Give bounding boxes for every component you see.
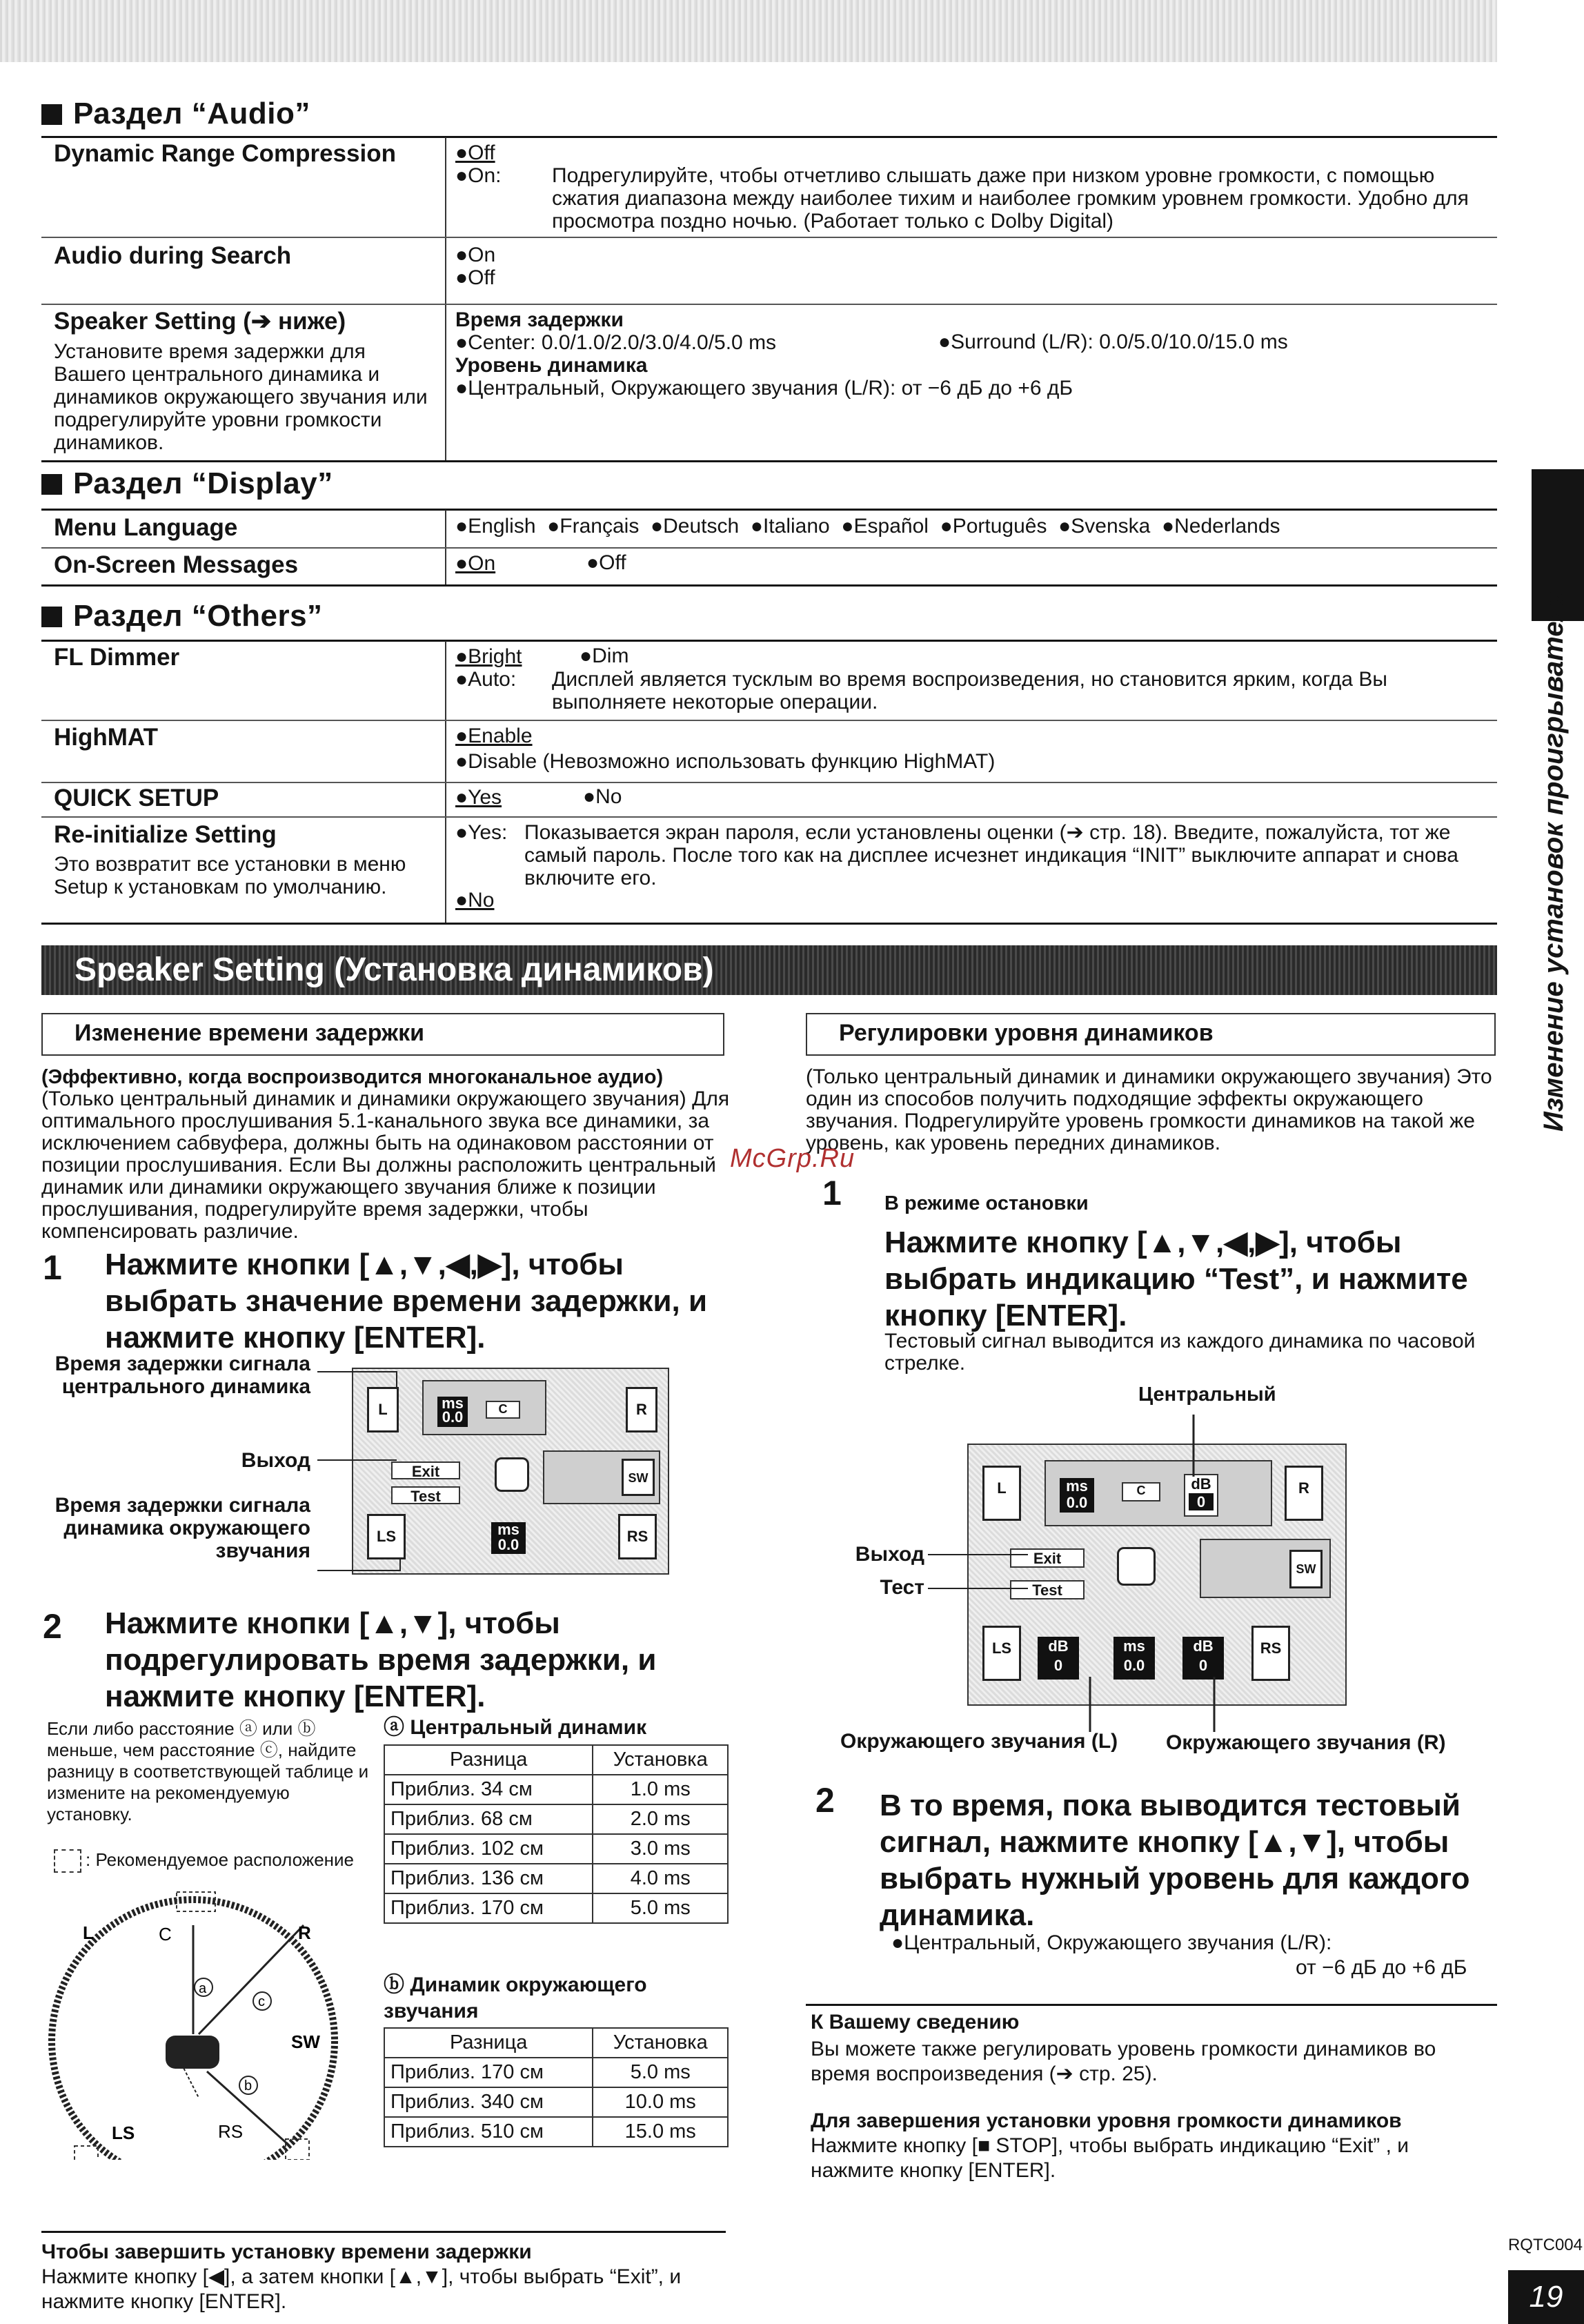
cell-difference: Приблиз. 68 см <box>384 1804 593 1834</box>
table-row <box>384 2117 728 2147</box>
level-step2-range: от −6 дБ до +6 дБ <box>1296 1956 1467 1979</box>
recommended-legend: : Рекомендуемое расположение <box>54 1849 354 1873</box>
room-layout-diagram <box>41 1891 379 2160</box>
reinit-label: Re-initialize Setting <box>54 821 277 848</box>
level-box-title: Регулировки уровня динамиков <box>806 1013 1496 1056</box>
divider <box>41 782 1497 783</box>
qs-yes: ●Yes <box>455 786 502 809</box>
divider <box>41 509 1497 511</box>
divider <box>41 816 1497 818</box>
room-r: R <box>298 1922 311 1943</box>
level-end-text: Нажмите кнопку [■ STOP], чтобы выбрать индикацию “Exit” , и нажмите кнопку [ENTER]. <box>811 2134 1409 2182</box>
col-setting: Установка <box>593 2028 728 2058</box>
table-row <box>384 1775 728 1804</box>
room-marker-a: a <box>199 1981 207 1996</box>
table-row <box>384 2087 728 2117</box>
room-sw: SW <box>291 2031 320 2052</box>
level-step2-note: ●Центральный, Окружающего звучания (L/R): <box>891 1931 1332 1954</box>
highmat-disable: ●Disable (Невозможно использовать функцию HighMAT) <box>455 750 996 773</box>
search-label: Audio during Search <box>54 242 292 269</box>
label-surround-r: Окружающего звучания (R) <box>1166 1731 1446 1754</box>
level-step1-note: Тестовый сигнал выводится из каждого динамика по часовой стрелке. <box>884 1330 1476 1375</box>
divider <box>41 237 1497 238</box>
divider <box>41 136 1497 138</box>
level-step2: В то время, пока выводится тестовый сигнал, нажмите кнопку [▲,▼], чтобы выбрать нужный уровень для каждого динамика. <box>880 1789 1470 1932</box>
delay-end-text: Нажмите кнопку [◀], а затем кнопки [▲,▼], чтобы выбрать “Exit”, и нажмите кнопку [ENTER]. <box>41 2265 682 2313</box>
divider <box>41 2231 726 2233</box>
highmat-enable: ●Enable <box>455 725 533 747</box>
rs-level-value: 0 <box>1198 1657 1208 1674</box>
table-row <box>384 1864 728 1893</box>
cell-setting: 15.0 ms <box>593 2117 728 2147</box>
ref-text: Вы можете также регулировать уровень громкости динамиков во время воспроизведения (➔ стр. 25). <box>811 2038 1436 2085</box>
divider <box>41 547 1497 549</box>
col-difference: Разница <box>384 2028 593 2058</box>
level-step1: Нажмите кнопку [▲,▼,◀,▶], чтобы выбрать индикацию “Test”, и нажмите кнопку [ENTER]. <box>884 1225 1468 1332</box>
col-difference: Разница <box>384 1745 593 1775</box>
center-delay-value: 0.0 <box>442 1408 464 1426</box>
cell-difference: Приблиз. 340 см <box>384 2087 593 2117</box>
speaker-r: R <box>1285 1466 1323 1521</box>
fl-dim: ●Dim <box>580 644 629 667</box>
surround-delay-value: 0.0 <box>1123 1657 1145 1674</box>
speaker-ls: LS <box>367 1514 406 1559</box>
speaker-setting-label: Speaker Setting (➔ ниже) <box>54 308 346 335</box>
table-surround-delay <box>384 2027 729 2147</box>
table-row <box>384 1893 728 1923</box>
cell-difference: Приблиз. 170 см <box>384 2058 593 2087</box>
osm-off: ●Off <box>586 551 626 574</box>
table-row <box>384 2058 728 2087</box>
test-button[interactable]: Test <box>1010 1580 1085 1599</box>
listener-seat-icon <box>495 1457 529 1492</box>
speaker-sw: SW <box>1289 1550 1323 1588</box>
drc-desc: Подрегулируйте, чтобы отчетливо слышать даже при низком уровне громкости, с помощью сжатия диапазона между наиболее тихим и наиболее громким уровнем громкости. Удобно для просмотра поздно ночью. (Работает только с Dolby Digital) <box>552 164 1469 233</box>
delay-end-title: Чтобы завершить установку времени задержки <box>41 2241 532 2263</box>
delay-step1-num: 1 <box>43 1248 62 1287</box>
ms-unit: ms <box>1123 1637 1145 1655</box>
cell-setting: 3.0 ms <box>593 1834 728 1864</box>
label-surround-delay: Время задержки сигнала динамика окружающего звучания <box>55 1494 310 1562</box>
test-button[interactable]: Test <box>391 1486 460 1504</box>
left-callout-lines <box>314 1359 404 1580</box>
right-callout-lines <box>924 1408 1221 1739</box>
table-a-title: ⓐ Центральный динамик <box>384 1716 647 1739</box>
speaker-rs: RS <box>1251 1626 1290 1681</box>
quick-setup-label: QUICK SETUP <box>54 785 219 811</box>
delay-bold-intro: (Эффективно, когда воспроизводится многоканальное аудио) <box>41 1066 664 1088</box>
column-divider <box>445 137 446 462</box>
room-l: L <box>83 1922 94 1943</box>
cell-difference: Приблиз. 170 см <box>384 1893 593 1923</box>
doc-code: RQTC004 <box>1507 2236 1583 2254</box>
speaker-rs: RS <box>618 1514 657 1559</box>
level-step1-sub: В режиме остановки <box>884 1192 1089 1214</box>
page-number: 19 <box>1508 2270 1584 2324</box>
search-off: ●Off <box>455 266 495 289</box>
divider <box>41 923 1497 925</box>
speaker-r: R <box>626 1387 657 1432</box>
center-icon: C <box>1122 1482 1160 1501</box>
section-audio-heading: Раздел “Audio” <box>41 97 310 131</box>
center-icon: C <box>486 1401 520 1419</box>
delay-intro: (Только центральный динамик и динамики окружающего звучания) Для оптимального прослушивания 5.1-канального звука все динамики, за исключением сабвуфера, должны быть на одинаковом расстоянии от позиции прослушивания. Если Вы должны расположить центральный динамик или динамики окружающего звучания ближе к позиции прослушивания, подрегулируйте время задержки, чтобы компенсировать различие. <box>41 1087 730 1243</box>
ms-unit: ms <box>442 1395 464 1412</box>
fl-desc: Дисплей является тусклым во время воспроизведения, но становится ярким, когда Вы выполняете некоторые операции. <box>552 668 1387 713</box>
watermark: McGrp.Ru <box>730 1144 855 1173</box>
reinit-yes: ●Yes: <box>455 821 508 844</box>
speaker-setting-banner: Speaker Setting (Установка динамиков) <box>41 945 1497 995</box>
room-ls: LS <box>112 2123 135 2143</box>
divider <box>41 460 1497 462</box>
divider <box>41 640 1497 642</box>
level-step1-num: 1 <box>822 1174 842 1212</box>
osm-label: On-Screen Messages <box>54 551 299 578</box>
center-level-value: 0 <box>1189 1493 1214 1510</box>
delay-step1: Нажмите кнопки [▲,▼,◀,▶], чтобы выбрать значение времени задержки, и нажмите кнопку [ENTER]. <box>105 1248 708 1355</box>
table-center-delay <box>384 1744 729 1924</box>
section-display-heading: Раздел “Display” <box>41 466 333 501</box>
cell-difference: Приблиз. 136 см <box>384 1864 593 1893</box>
room-rs: RS <box>218 2121 244 2142</box>
divider <box>41 584 1497 587</box>
table-row <box>384 1804 728 1834</box>
qs-no: ●No <box>583 785 622 808</box>
speaker-l: L <box>367 1387 399 1432</box>
delay-title: Время задержки <box>455 308 624 331</box>
cell-difference: Приблиз. 34 см <box>384 1775 593 1804</box>
label-center-delay: Время задержки сигнала центрального динамика <box>55 1352 310 1398</box>
level-step2-num: 2 <box>815 1781 835 1820</box>
label-test: Тест <box>880 1576 924 1599</box>
room-c: C <box>159 1924 172 1944</box>
speaker-ls: LS <box>982 1626 1021 1681</box>
surround-delay-value: 0.0 <box>497 1536 519 1553</box>
cell-setting: 5.0 ms <box>593 2058 728 2087</box>
section-others-heading: Раздел “Others” <box>41 599 323 633</box>
side-tab-label: Изменение установок проигрывателя <box>1538 587 1569 1132</box>
cell-setting: 4.0 ms <box>593 1864 728 1893</box>
subwoofer-field <box>543 1450 660 1504</box>
delay-step2: Нажмите кнопки [▲,▼], чтобы подрегулировать время задержки, и нажмите кнопку [ENTER]. <box>105 1606 657 1713</box>
cell-difference: Приблиз. 510 см <box>384 2117 593 2147</box>
level-text: ●Центральный, Окружающего звучания (L/R): от −6 дБ до +6 дБ <box>455 377 1073 400</box>
distance-note: Если либо расстояние ⓐ или ⓑ меньше, чем расстояние ⓒ, найдите разницу в соответствующей таблице и измените на рекомендуемую установку. <box>47 1718 369 1824</box>
level-title: Уровень динамика <box>455 354 648 377</box>
label-surround-l: Окружающего звучания (L) <box>840 1730 1118 1753</box>
level-intro: (Только центральный динамик и динамики окружающего звучания) Это один из способов получить подходящие эффекты окружающего звучания. Подрегулируйте уровень громкости динамиков на такой же уровень, как уровень передних динамиков. <box>806 1065 1492 1154</box>
reinit-yes-desc: Показывается экран пароля, если установлены оценки (➔ стр. 18). Введите, пожалуйста, тот же самый пароль. После того как на дисплее исчезнет индикация “INIT” выключите аппарат и снова включите его. <box>524 821 1458 889</box>
table-row <box>384 1834 728 1864</box>
reinit-no: ●No <box>455 889 495 912</box>
menu-language-options: ●English ●Français ●Deutsch ●Italiano ●Español ●Português ●Svenska ●Nederlands <box>455 515 1280 538</box>
fl-bright: ●Bright <box>455 645 522 668</box>
delay-step2-num: 2 <box>43 1607 62 1646</box>
speaker-setting-desc: Установите время задержки для Вашего центрального динамика и динамиков окружающего звучания или подрегулируйте уровни громкости динамиков. <box>54 340 428 454</box>
speaker-sw: SW <box>622 1459 655 1496</box>
fl-auto: ●Auto: <box>455 668 517 691</box>
delay-surround: ●Surround (L/R): 0.0/5.0/10.0/15.0 ms <box>938 331 1288 353</box>
highmat-label: HighMAT <box>54 724 158 751</box>
ls-level-value: 0 <box>1053 1657 1063 1674</box>
db-unit: dB <box>1191 1475 1211 1493</box>
label-exit-right: Выход <box>855 1543 924 1566</box>
osm-on: ●On <box>455 552 496 575</box>
cell-setting: 2.0 ms <box>593 1804 728 1834</box>
drc-label: Dynamic Range Compression <box>54 140 396 167</box>
db-unit: dB <box>1048 1637 1069 1655</box>
label-central: Центральный <box>1138 1383 1276 1406</box>
speaker-l: L <box>982 1466 1021 1521</box>
divider <box>806 2004 1497 2006</box>
scan-noise-strip <box>0 0 1497 62</box>
drc-off: ●Off <box>455 141 495 164</box>
center-delay-value: 0.0 <box>1066 1494 1088 1511</box>
drc-on: ●On: <box>455 164 502 187</box>
room-marker-c: c <box>258 1994 265 2009</box>
room-marker-b: b <box>244 2078 253 2094</box>
exit-button[interactable]: Exit <box>1010 1548 1085 1568</box>
surround-delay-field[interactable] <box>477 1522 539 1557</box>
table-b-title: ⓑ Динамик окружающего звучания <box>384 1973 647 2022</box>
center-delay-field[interactable] <box>422 1380 546 1435</box>
level-end-title: Для завершения установки уровня громкости динамиков <box>811 2109 1402 2132</box>
cell-setting: 1.0 ms <box>593 1775 728 1804</box>
cell-setting: 5.0 ms <box>593 1893 728 1923</box>
divider <box>41 720 1497 721</box>
delay-box-title: Изменение времени задержки <box>41 1013 724 1056</box>
cell-setting: 10.0 ms <box>593 2087 728 2117</box>
col-setting: Установка <box>593 1745 728 1775</box>
ref-title: К Вашему сведению <box>811 2011 1020 2034</box>
label-exit: Выход <box>241 1449 310 1472</box>
ms-unit: ms <box>1066 1477 1088 1495</box>
exit-button[interactable]: Exit <box>391 1461 460 1479</box>
divider <box>41 304 1497 305</box>
cell-difference: Приблиз. 102 см <box>384 1834 593 1864</box>
delay-center: ●Center: 0.0/1.0/2.0/3.0/4.0/5.0 ms <box>455 331 777 354</box>
ms-unit: ms <box>497 1521 519 1538</box>
reinit-desc: Это возвратит все установки в меню Setup к установкам по умолчанию. <box>54 853 406 898</box>
db-unit: dB <box>1193 1637 1214 1655</box>
search-on: ●On <box>455 244 496 266</box>
fl-dimmer-label: FL Dimmer <box>54 644 180 671</box>
menu-language-label: Menu Language <box>54 514 238 541</box>
